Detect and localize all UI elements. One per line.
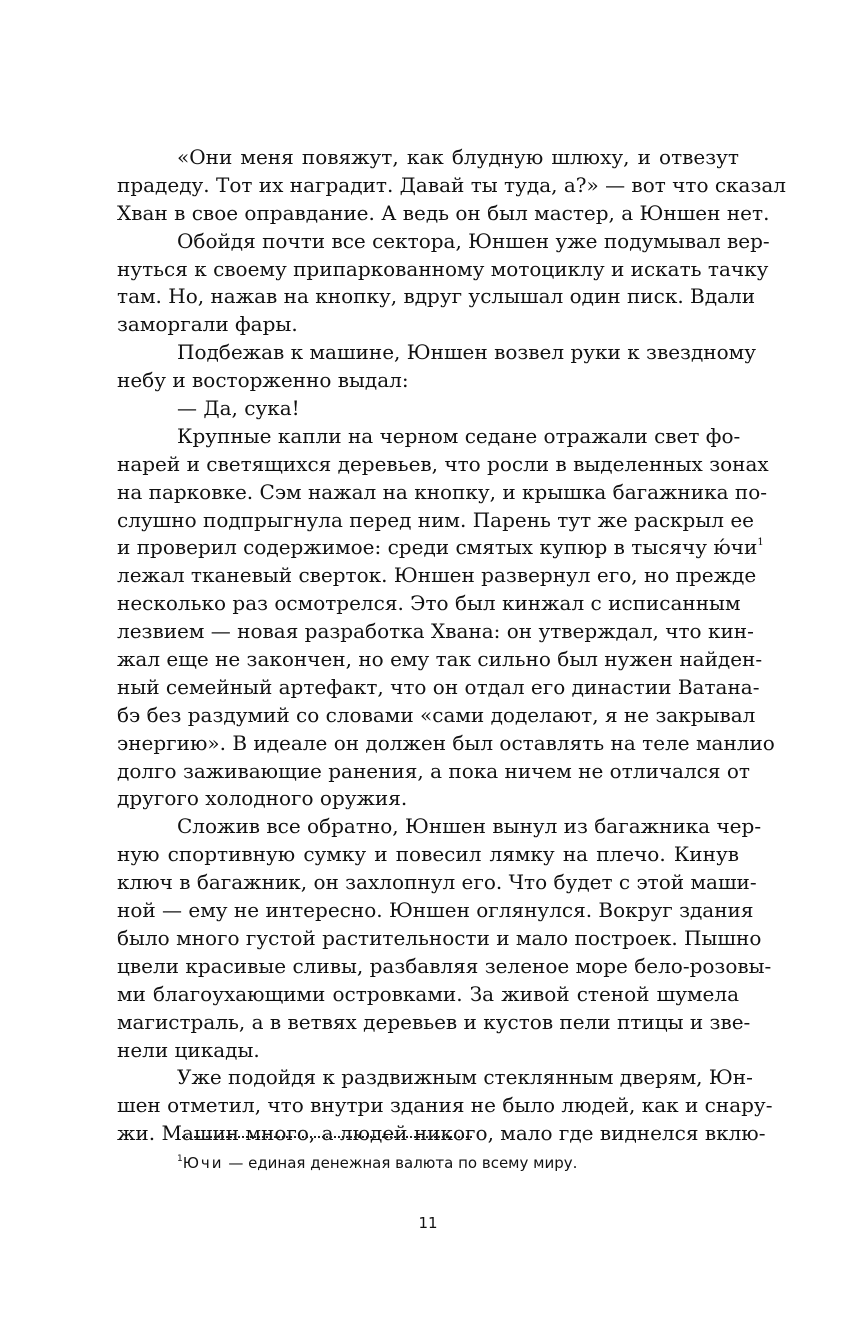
text-line: слушно подпрыгнула перед ним. Парень тут же раскрыл ее — [117, 507, 755, 532]
text-line: ный семейный артефакт, что он отдал его династии Ватана- — [117, 674, 760, 699]
text-line: на парковке. Сэм нажал на кнопку, и крышка багажника по- — [117, 479, 767, 504]
text-line: «Они меня повяжут, как блудную шлюху, и отвезут — [177, 145, 739, 169]
text-line: нуться к своему припаркованному мотоциклу и искать тачку — [117, 256, 769, 281]
text-line: жал еще не закончен, но ему так сильно был нужен найден- — [117, 647, 763, 672]
text-line: шен отметил, что внутри здания не было людей, как и снару- — [117, 1093, 773, 1118]
text-line: цвели красивые сливы, разбавляя зеленое море бело-розовы- — [117, 953, 772, 978]
text-line: Крупные капли на черном седане отражали свет фо- — [177, 423, 741, 448]
text-line: небу и восторженно выдал: — [117, 368, 409, 393]
text-line: несколько раз осмотрелся. Это был кинжал с исписанным — [117, 591, 741, 616]
text-line: жи. Машин много, а людей никого, мало где виднелся вклю- — [117, 1121, 766, 1146]
footnote — [177, 1152, 737, 1174]
text-line: нарей и светящихся деревьев, что росли в выделенных зонах — [117, 451, 769, 476]
text-line: нели цикады. — [117, 1037, 260, 1062]
footnote-term: Ючи — [182, 1154, 224, 1172]
text-line: прадеду. Тот их наградит. Давай ты туда, а?» — вот что сказал — [117, 172, 787, 197]
text-line: Уже подойдя к раздвижным стеклянным дверям, Юн- — [177, 1065, 753, 1090]
text-line: ной — ему не интересно. Юншен оглянулся. Вокруг здания — [117, 898, 754, 923]
text-line: Обойдя почти все сектора, Юншен уже подумывал вер- — [177, 228, 770, 253]
text-line: лежал тканевый сверток. Юншен развернул его, но прежде — [117, 563, 757, 588]
text-line: было много густой растительности и мало построек. Пышно — [117, 925, 762, 950]
text-line: магистраль, а в ветвях деревьев и кустов пели птицы и зве- — [117, 1009, 751, 1034]
text-line: заморгали фары. — [117, 312, 298, 337]
text-line: Подбежав к машине, Юншен возвел руки к звездному — [177, 340, 756, 365]
footnote-marker: 1 — [177, 1153, 183, 1164]
text-line-with-footnote-ref — [117, 534, 764, 562]
text-line: ключ в багажник, он захлопнул его. Что будет с этой маши- — [117, 870, 757, 895]
text-line: ми благоухающими островками. За живой стеной шумела — [117, 981, 739, 1006]
text-line: и проверил содержимое: среди смятых купюр в тысячу ю́чи — [117, 535, 758, 560]
footnote-text: — единая денежная валюта по всему миру. — [223, 1154, 578, 1172]
text-line: Хван в свое оправдание. А ведь он был мастер, а Юншен нет. — [117, 200, 770, 225]
text-line: ную спортивную сумку и повесил лямку на плечо. Кинув — [117, 842, 739, 867]
text-line: долго заживающие ранения, а пока ничем не отличался от — [117, 758, 750, 783]
text-line: лезвием — новая разработка Хвана: он утверждал, что кин- — [117, 619, 754, 644]
text-line: другого холодного оружия. — [117, 786, 408, 811]
text-line: там. Но, нажав на кнопку, вдруг услышал один писк. Вдали — [117, 284, 756, 309]
text-line: энергию». В идеале он должен был оставлять на теле манлио — [117, 730, 775, 755]
text-line: бэ без раздумий со словами «сами доделают, я не закрывал — [117, 702, 756, 727]
footnote-separator — [177, 1136, 472, 1138]
page-number: 11 — [418, 1214, 438, 1232]
footnote-reference: 1 — [757, 537, 764, 549]
body-text — [117, 144, 787, 1148]
text-line: Сложив все обратно, Юншен вынул из багажника чер- — [177, 814, 762, 839]
text-line: — Да, сука! — [177, 396, 300, 421]
